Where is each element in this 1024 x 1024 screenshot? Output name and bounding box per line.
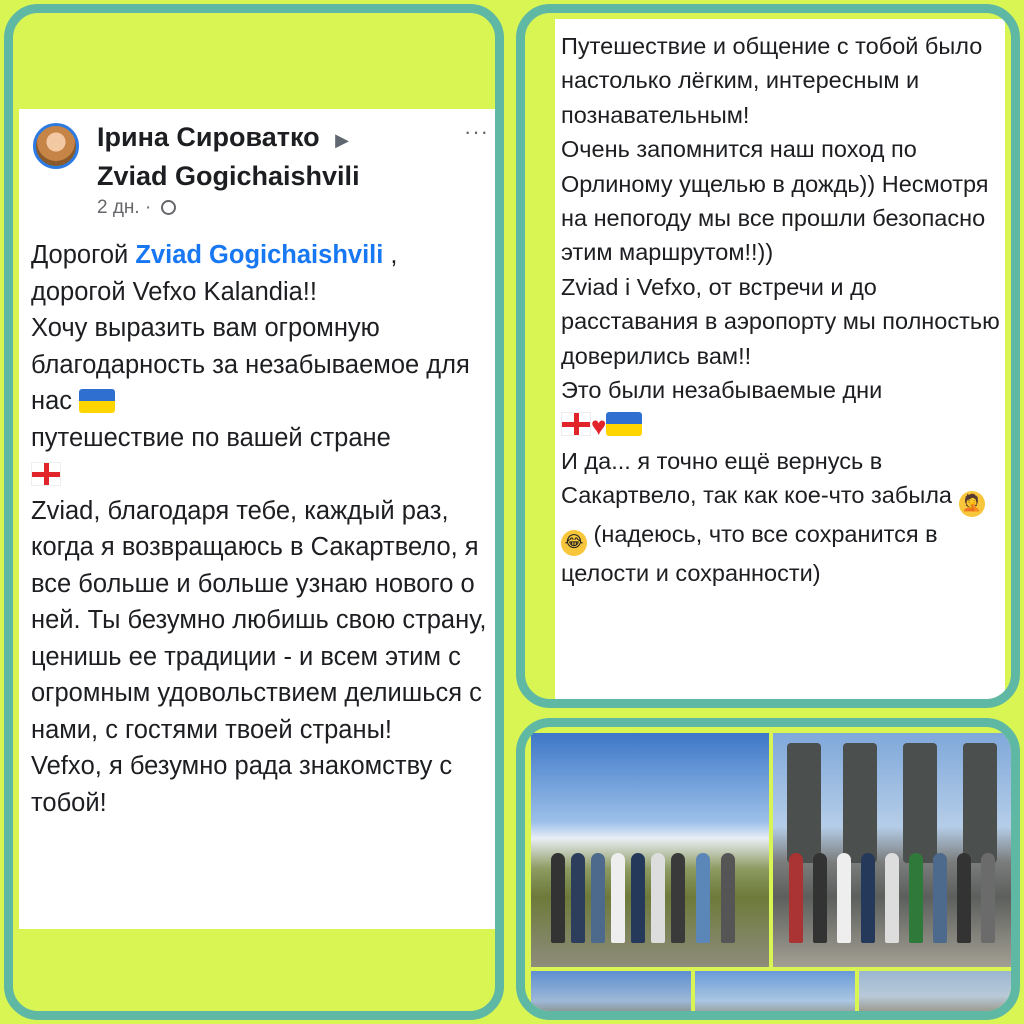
facepalm-emoji-icon: 🤦 xyxy=(959,491,985,517)
person-figure xyxy=(933,853,947,943)
post-continuation-card xyxy=(555,19,1005,699)
monument-column xyxy=(843,743,877,863)
person-figure xyxy=(571,853,585,943)
post-text: путешествие по вашей стране xyxy=(31,423,391,452)
person-figure xyxy=(813,853,827,943)
post-text: Дорогой xyxy=(31,241,136,269)
post-names xyxy=(97,119,360,194)
person-figure xyxy=(671,853,685,943)
person-figure xyxy=(651,853,665,943)
landscape-photo[interactable] xyxy=(531,971,691,1020)
group-photo-monument[interactable] xyxy=(773,733,1015,967)
ukraine-flag-icon xyxy=(606,412,642,436)
post-line: Zviad і Vefxo, от встречи и до расставания в аэропорту мы полностью доверились вам!! xyxy=(561,273,1000,369)
georgia-flag-icon xyxy=(31,462,61,486)
post-line xyxy=(31,310,499,420)
facebook-post-card xyxy=(19,109,499,929)
person-figure xyxy=(957,853,971,943)
post-meta xyxy=(97,197,176,219)
globe-icon xyxy=(161,200,176,215)
post-continuation xyxy=(561,29,1001,591)
person-figure xyxy=(696,853,710,943)
monument-column xyxy=(963,743,997,863)
post-text: Хочу выразить вам огромную благодарность за незабываемое для нас xyxy=(31,314,470,415)
post-line xyxy=(31,420,499,493)
arrow-right-icon: ▶ xyxy=(335,130,349,150)
post-line xyxy=(561,444,1001,591)
post-time[interactable]: 2 дн. · xyxy=(97,197,152,218)
person-figure xyxy=(861,853,875,943)
post-line: дорогой Vefxo Kalandia!! xyxy=(31,277,317,306)
landscape-photo[interactable] xyxy=(859,971,1015,1020)
georgia-flag-icon xyxy=(561,412,591,436)
monument-column xyxy=(903,743,937,863)
photo-collage xyxy=(516,718,1020,1020)
person-figure xyxy=(591,853,605,943)
post-text: , xyxy=(383,241,398,269)
author-name[interactable]: Ірина Сироватко xyxy=(97,122,320,152)
laughing-emoji-icon: 😂 xyxy=(561,530,587,556)
post-line: Путешествие и общение с тобой было настолько лёгким, интересным и познавательным! xyxy=(561,33,983,128)
heart-icon: ♥ xyxy=(591,411,607,442)
person-figure xyxy=(981,853,995,943)
more-options-icon[interactable]: ··· xyxy=(464,119,489,144)
post-header xyxy=(19,109,499,229)
post-text: (надеюсь, что все сохранится в целости и сохранности) xyxy=(561,521,938,587)
recipient-name[interactable]: Zviad Gogichaishvili xyxy=(97,161,360,191)
post-line: Zviad, благодаря тебе, каждый раз, когда я возвращаюсь в Сакартвело, я все больше и больше узнаю нового о ней. Ты безумно любишь свою страну, ценишь ее традиции - и всем этим с огромным удовольствием делишься с нами, с гостями твоей страны! xyxy=(31,496,487,744)
person-figure xyxy=(789,853,803,943)
post-line xyxy=(561,373,1001,444)
mention-link[interactable]: Zviad Gogichaishvili xyxy=(135,241,384,269)
person-figure xyxy=(909,853,923,943)
left-panel xyxy=(4,4,504,1020)
post-text: И да... я точно ещё вернусь в Сакартвело, так как кое-что забыла xyxy=(561,447,952,509)
group-photo-road[interactable] xyxy=(531,733,769,967)
person-figure xyxy=(611,853,625,943)
post-text: Это были незабываемые дни xyxy=(561,377,883,404)
post-line: Очень запомнится наш поход по Орлиному ущелью в дождь)) Несмотря на непогоду мы все прошли безопасно этим маршрутом!!)) xyxy=(561,136,989,266)
person-figure xyxy=(721,853,735,943)
landscape-photo[interactable] xyxy=(695,971,855,1020)
post-line xyxy=(31,237,499,274)
right-panel xyxy=(516,4,1020,708)
ukraine-flag-icon xyxy=(79,389,115,413)
person-figure xyxy=(885,853,899,943)
person-figure xyxy=(551,853,565,943)
post-line: Vefxo, я безумно рада знакомству с тобой! xyxy=(31,752,453,817)
person-figure xyxy=(631,853,645,943)
person-figure xyxy=(837,853,851,943)
monument-column xyxy=(787,743,821,863)
avatar[interactable] xyxy=(33,123,79,169)
post-body xyxy=(31,237,499,821)
